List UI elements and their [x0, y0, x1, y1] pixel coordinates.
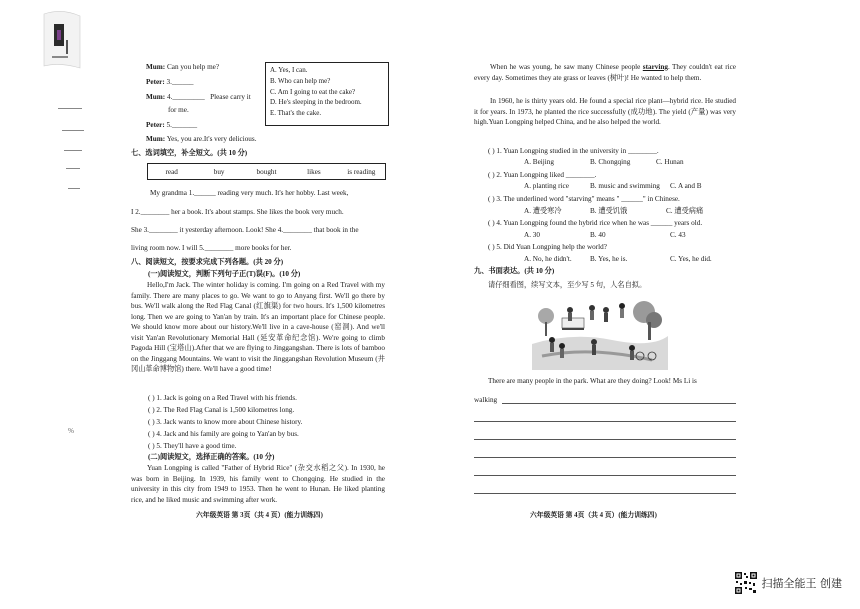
mc-option: B. Yes, he is.	[590, 255, 628, 263]
scanner-watermark	[734, 571, 843, 595]
mc-option: B. 遭受饥饿	[590, 207, 628, 215]
writing-line[interactable]	[474, 421, 736, 422]
option-c: C. Am I going to eat the cake?	[270, 87, 356, 96]
tf-item-2: ( ) 2. The Red Flag Canal is 1,500 kilometres long.	[148, 406, 295, 414]
mc-option: B. 40	[590, 231, 606, 239]
publisher-stamp-icon	[40, 10, 82, 70]
mc-option: A. 30	[524, 231, 540, 239]
passage-1: Hello,I'm Jack. The winter holiday is coming. I'm going on a Red Travel with my family. There are many places to go. We want to go to Anyang first. We'll go there by bus. We'll walk along the Red Flag Canal (红旗渠) for two hours. It's 1,500 kilometres long. Then we are going to Yan'an by train. It's an important place for Chinese people. We should know more about our history.We'll live in a cave-house (窑洞). And we'll visit Yan'an Revolutionary Memorial Hall (延安革命纪念馆). We're going to climb Pagoda Hill (宝塔山).After that we are flying to Jinggangshan. There is lots of bamboo on the Jinggang Mountains. We want to visit the Jinggangshan Revolution Museum (井冈山革命博物馆) there. We'll have a good time!	[131, 281, 385, 373]
mc-option: C. 43	[670, 231, 686, 239]
mc-option: A. Beijing	[524, 158, 554, 166]
passage-2-cont2: In 1960, he is thirty years old. He found a special rice plant—hybrid rice. He studied it for years. In 1973, he planted the rice successfully (成功地). The yield (产量) was very high.Yuan Longping helped China, and he also helped the world.	[474, 97, 736, 126]
mc-question-5: ( ) 5. Did Yuan Longping help the world?	[488, 243, 607, 251]
writing-line[interactable]	[474, 457, 736, 458]
page-footer-right: 六年级英语 第 4页（共 4 页）(能力训练四)	[530, 512, 657, 519]
option-d: D. He's sleeping in the bedroom.	[270, 98, 362, 107]
word-bank-item: bought	[256, 167, 277, 176]
park-illustration	[532, 296, 668, 370]
margin-line	[66, 168, 80, 169]
dialogue-line-3: Mum: 4._________ Please carry it	[146, 93, 251, 101]
dialogue-line-1: Mum: Can you help me?	[146, 63, 220, 71]
options-box	[265, 62, 389, 126]
writing-line[interactable]	[474, 475, 736, 476]
part1-title: (一)阅读短文，判断下列句子正(T)误(F)。(10 分)	[148, 270, 301, 278]
tf-item-5: ( ) 5. They'll have a good time.	[148, 442, 237, 450]
tf-item-4: ( ) 4. Jack and his family are going to Yan'an by bus.	[148, 430, 299, 438]
word-bank	[147, 163, 386, 180]
dialogue-line-2: Peter: 3.______	[146, 78, 194, 86]
mc-question-1: ( ) 1. Yuan Longping studied in the university in ________.	[488, 147, 659, 155]
option-e: E. That's the cake.	[270, 109, 322, 118]
mc-question-2: ( ) 2. Yuan Longping liked ________.	[488, 171, 597, 179]
passage-2-start: Yuan Longping is called "Father of Hybrid Rice" (杂交水稻之父). In 1930, he was born in Beijing. In 1939, his family went to Chongqing. He studied in the university in this city from 1949 to 1953. Then he went to Hunan. He liked planting rice, and he liked music and swimming after work.	[131, 464, 385, 504]
word-bank-item: likes	[307, 167, 321, 176]
mc-option: B. music and swimming	[590, 182, 660, 190]
tf-item-3: ( ) 3. Jack wants to know more about Chinese history.	[148, 418, 303, 426]
mc-option: A. No, he didn't.	[524, 255, 572, 263]
mc-option: C. Yes, he did.	[670, 255, 712, 263]
margin-line	[68, 188, 80, 189]
mc-option: B. Chongqing	[590, 158, 631, 166]
mc-question-4: ( ) 4. Yuan Longping found the hybrid rice when he was ______ years old.	[488, 219, 703, 227]
word-bank-item: is reading	[347, 167, 376, 176]
tf-item-1: ( ) 1. Jack is going on a Red Travel with his friends.	[148, 394, 297, 402]
mc-option: C. A and B	[670, 182, 702, 190]
section9-title: 九、书面表达。(共 10 分)	[474, 267, 555, 275]
dialogue-line-4: Peter: 5._______	[146, 121, 198, 129]
option-b: B. Who can help me?	[270, 76, 331, 85]
qr-code-icon	[734, 571, 758, 595]
mc-option: C. 遭受病痛	[666, 207, 704, 215]
word-bank-item: read	[165, 167, 178, 176]
cloze-line-3: She 3.________ it yesterday afternoon. Look! She 4.________ that book in the	[131, 226, 359, 234]
option-a: A. Yes, I can.	[270, 66, 308, 74]
writing-line[interactable]	[474, 493, 736, 494]
mc-question-3: ( ) 3. The underlined word "starving" means " ______" in Chinese.	[488, 195, 680, 203]
writing-line[interactable]	[474, 439, 736, 440]
word-bank-item: buy	[213, 167, 225, 176]
mc-option: A. planting rice	[524, 182, 569, 190]
dialogue-line-3-cont: for me.	[168, 106, 189, 114]
scanner-label: 扫描全能王 创建	[761, 577, 842, 590]
cloze-line-2: I 2.________ her a book. It's about stamps. She likes the book very much.	[131, 208, 344, 216]
margin-line	[58, 108, 82, 109]
section8-title: 八、阅读短文，按要求完成下列各题。(共 20 分)	[131, 258, 284, 266]
margin-mark: %	[68, 427, 74, 435]
passage-2-cont: When he was young, he saw many Chinese people starving. They couldn't eat rice every day. Sometimes they ate grass or leaves (树叶)! He wanted to help them.	[474, 63, 736, 82]
part2-title: (二)阅读短文，选择正确的答案。(10 分)	[148, 453, 275, 461]
mc-option: A. 遭受寒冷	[524, 207, 562, 215]
writing-line[interactable]	[502, 403, 736, 404]
margin-line	[62, 130, 84, 131]
section9-instruction: 请仔细看图，续写文本，至少写 5 句，人名自拟。	[488, 281, 647, 289]
writing-prompt: There are many people in the park. What are they doing? Look! Ms Li is	[488, 377, 697, 385]
cloze-line-4: living room now. I will 5.________ more books for her.	[131, 244, 292, 252]
cloze-line-1: My grandma 1.______ reading very much. It's her hobby. Last week,	[150, 189, 349, 197]
dialogue-line-5: Mum: Yes, you are.It's very delicious.	[146, 135, 257, 143]
section7-title: 七、选词填空，补全短文。(共 10 分)	[131, 149, 248, 157]
page-footer-left: 六年级英语 第 3页（共 4 页）(能力训练四)	[196, 512, 323, 519]
margin-line	[64, 150, 82, 151]
writing-start: walking	[474, 396, 498, 404]
mc-option: C. Hunan	[656, 158, 684, 166]
